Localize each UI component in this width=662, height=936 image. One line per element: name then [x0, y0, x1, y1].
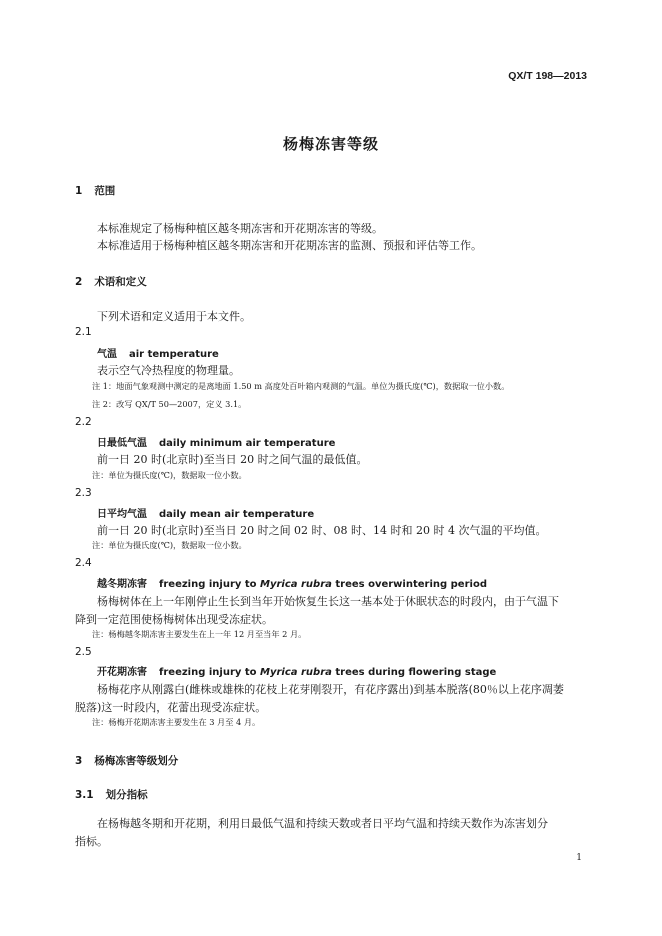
section-title: 术语和定义 [94, 276, 147, 288]
note: 注：单位为摄氏度(℃)，数据取一位小数。 [92, 470, 247, 480]
section-title: 杨梅冻害等级划分 [94, 755, 179, 767]
subsection-title: 划分指标 [105, 789, 148, 801]
term-cn: 开花期冻害 [97, 667, 147, 678]
note: 注：单位为摄氏度(℃)，数据取一位小数。 [92, 540, 247, 550]
term-en: freezing injury to Myrica rubra trees during flowering stage [159, 667, 497, 678]
term-en: daily mean air temperature [159, 509, 315, 520]
section-number: 2 [75, 276, 83, 288]
clause-number: 2.4 [75, 557, 92, 569]
page-number: 1 [576, 853, 582, 863]
term-en: freezing injury to Myrica rubra trees overwintering period [159, 579, 487, 590]
note: 注：杨梅开花期冻害主要发生在 3 月至 4 月。 [92, 717, 261, 727]
paragraph: 下列术语和定义适用于本文件。 [97, 310, 251, 323]
note: 注 1：地面气象观测中测定的是离地面 1.50 m 高度处百叶箱内观测的气温。单位为摄氏度(℃)，数据取一位小数。 [92, 381, 510, 391]
note: 注：杨梅越冬期冻害主要发生在上一年 12 月至当年 2 月。 [92, 629, 307, 639]
term-cn: 气温 [97, 349, 117, 360]
clause-number: 2.3 [75, 487, 92, 499]
paragraph: 在杨梅越冬期和开花期，利用日最低气温和持续天数或者日平均气温和持续天数作为冻害划分 [97, 817, 548, 830]
paragraph: 本标准规定了杨梅种植区越冬期冻害和开花期冻害的等级。 [97, 222, 383, 235]
section-number: 1 [75, 185, 83, 197]
term-cn: 日最低气温 [97, 438, 147, 449]
subsection-number: 3.1 [75, 789, 94, 801]
section-title: 范围 [94, 185, 116, 197]
term-cn: 越冬期冻害 [97, 579, 147, 590]
term-heading [97, 434, 335, 449]
clause-number: 2.2 [75, 416, 92, 428]
definition: 前一日 20 时(北京时)至当日 20 时之间气温的最低值。 [97, 453, 368, 466]
paragraph: 指标。 [75, 835, 108, 848]
definition: 表示空气冷热程度的物理量。 [97, 364, 240, 377]
definition: 杨梅花序从刚露白(雌株或雄株的花枝上花芽刚裂开，有花序露出)到基本脱落(80％以上花序凋萎 [97, 683, 564, 696]
page-title: 杨梅冻害等级 [282, 135, 379, 153]
section-number: 3 [75, 755, 83, 767]
clause-number: 2.5 [75, 646, 92, 658]
term-en: air temperature [129, 349, 219, 360]
term-cn: 日平均气温 [97, 509, 147, 520]
term-en: daily minimum air temperature [159, 438, 336, 449]
term-heading [97, 505, 314, 520]
section-heading-3 [75, 753, 178, 768]
definition: 杨梅树体在上一年刚停止生长到当年开始恢复生长这一基本处于休眠状态的时段内，由于气温下 [97, 595, 559, 608]
definition: 前一日 20 时(北京时)至当日 20 时之间 02 时、08 时、14 时和 20 时 4 次气温的平均值。 [97, 524, 547, 537]
doc-id: QX/T 198—2013 [508, 70, 587, 82]
clause-number: 2.1 [75, 326, 92, 338]
term-heading [97, 575, 487, 590]
paragraph: 本标准适用于杨梅种植区越冬期冻害和开花期冻害的监测、预报和评估等工作。 [97, 239, 482, 252]
term-heading [97, 345, 219, 360]
note: 注 2：改写 QX/T 50—2007，定义 3.1。 [92, 399, 247, 409]
subsection-heading [75, 787, 148, 802]
term-heading [97, 663, 496, 678]
section-heading-1 [75, 183, 115, 198]
definition: 降到一定范围使杨梅树体出现受冻症状。 [75, 613, 273, 626]
section-heading-2 [75, 274, 147, 289]
definition: 脱落)这一时段内，花蕾出现受冻症状。 [75, 701, 267, 714]
